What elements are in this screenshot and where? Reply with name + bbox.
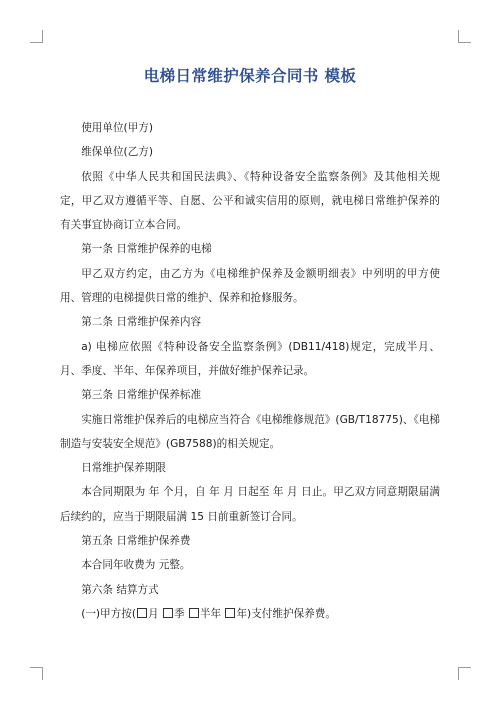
checkbox-quarter[interactable] xyxy=(163,608,173,618)
article-3-heading: 第三条 日常维护保养标准 xyxy=(81,389,202,402)
payment-prefix: (一)甲方按( xyxy=(81,607,136,620)
article-5-heading: 第五条 日常维护保养费 xyxy=(81,535,191,548)
corner-mark-bottom-left xyxy=(30,667,43,680)
term-body: 本合同期限为 年 个月，自 年 月 日起至 年 月 日止。甲乙双方同意期限届满后续约的，应当于期限届满 15 日前重新签订合同。 xyxy=(60,486,440,523)
payment-suffix: 支付维护保养费。 xyxy=(251,607,336,620)
payment-line xyxy=(60,602,440,626)
checkbox-year[interactable] xyxy=(225,608,235,618)
article-6-heading: 第六条 结算方式 xyxy=(81,583,159,596)
article-5-body: 本合同年收费为 元整。 xyxy=(81,559,191,572)
party-a-line: 使用单位(甲方) xyxy=(81,122,154,134)
article-2-body: a) 电梯应依照《特种设备安全监察条例》(DB11/418)规定，完成半月、月、季度、半年、年保养项目，并做好维护保养记录。 xyxy=(60,340,440,377)
checkbox-half-year[interactable] xyxy=(189,608,199,618)
option-year-label: 年) xyxy=(236,607,252,620)
document-title: 电梯日常维护保养合同书 模板 xyxy=(143,67,357,85)
option-half-year-label: 半年 xyxy=(199,607,222,620)
article-2-heading: 第二条 日常维护保养内容 xyxy=(81,316,202,329)
article-1-heading: 第一条 日常维护保养的电梯 xyxy=(81,243,212,256)
article-3-body: 实施日常维护保养后的电梯应当符合《电梯维修规范》(GB/T18775)、《电梯制造与安装安全规范》(GB7588)的相关规定。 xyxy=(60,413,440,450)
term-heading: 日常维护保养期限 xyxy=(81,462,166,475)
article-1-body: 甲乙双方约定，由乙方为《电梯维护保养及金额明细表》中列明的甲方使用、管理的电梯提供日常的维护、保养和抢修服务。 xyxy=(60,267,440,305)
preamble-paragraph: 依照《中华人民共和国民法典》、《特种设备安全监察条例》及其他相关规定，甲乙双方遵循平等、自愿、公平和诚实信用的原则，就电梯日常维护保养的有关事宜协商订立本合同。 xyxy=(60,170,440,232)
party-b-line: 维保单位(乙方) xyxy=(81,146,154,159)
option-month-label: 月 xyxy=(147,607,159,620)
checkbox-month[interactable] xyxy=(137,608,147,618)
corner-mark-top-left xyxy=(30,30,43,43)
corner-mark-bottom-right xyxy=(458,667,471,680)
document-body xyxy=(60,116,440,626)
option-quarter-label: 季 xyxy=(173,607,185,620)
corner-mark-top-right xyxy=(458,30,471,43)
